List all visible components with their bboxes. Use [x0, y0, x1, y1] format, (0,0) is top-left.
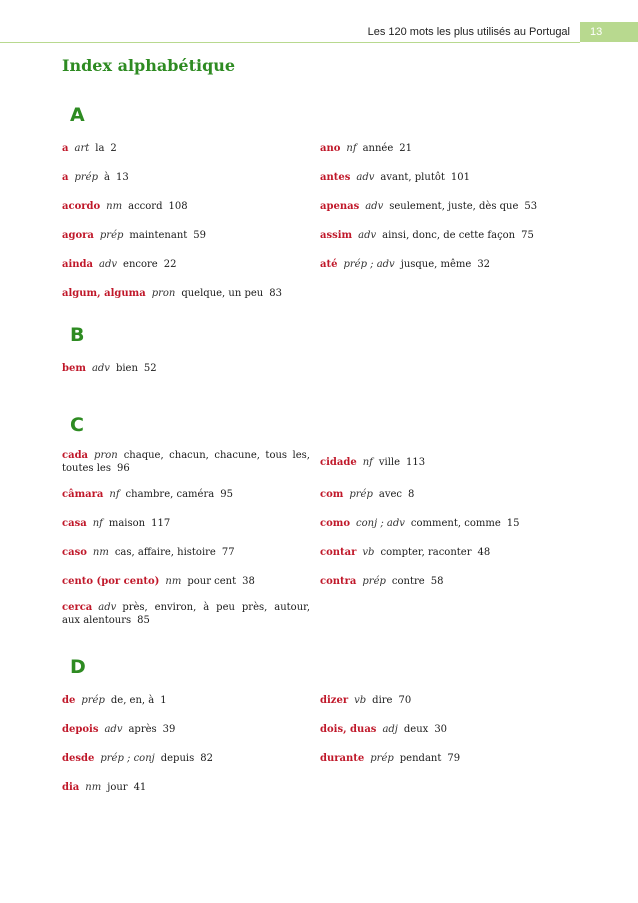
- entry-definition: avec: [378, 489, 402, 500]
- entry-definition: cas, affaire, histoire: [114, 547, 216, 558]
- entry-definition: la: [95, 143, 105, 154]
- entry-page-number: 75: [521, 230, 534, 241]
- entry-part-of-speech: prép: [99, 230, 124, 241]
- entry-word: cada: [62, 450, 89, 461]
- entry-page-number: 70: [398, 695, 412, 706]
- entry-word: desde: [62, 753, 95, 764]
- index-entry: [318, 509, 578, 538]
- entry-definition: compter, raconter: [380, 547, 472, 558]
- entry-word: com: [320, 489, 344, 500]
- entry-page-number: 79: [447, 753, 461, 764]
- entry-part-of-speech: adv: [98, 602, 117, 613]
- entry-part-of-speech: pron: [94, 450, 118, 461]
- header-title: Les 120 mots les plus utilisés au Portugal: [367, 26, 570, 38]
- index-entry: [318, 192, 578, 221]
- entry-page-number: 59: [193, 230, 207, 241]
- index-entry: [62, 715, 318, 744]
- index-entry: [318, 686, 578, 715]
- entry-part-of-speech: pron: [151, 288, 176, 299]
- index-entry: [318, 250, 578, 279]
- page-header: [368, 22, 638, 42]
- entry-page-number: 48: [477, 547, 491, 558]
- entry-page-number: 108: [168, 201, 188, 212]
- entry-page-number: 83: [269, 288, 282, 299]
- entry-definition: à: [104, 172, 110, 183]
- entry-definition: année: [362, 143, 394, 154]
- index-entry: [62, 744, 318, 773]
- index-entry: [62, 192, 318, 221]
- index-entry: [62, 250, 318, 279]
- entry-part-of-speech: nm: [106, 201, 123, 212]
- index-entry: [318, 221, 578, 250]
- entry-word: depois: [62, 724, 99, 735]
- entry-word: até: [320, 259, 338, 270]
- entry-word: dois, duas: [320, 724, 377, 735]
- entry-page-number: 117: [151, 518, 171, 529]
- entry-word: cento (por cento): [62, 576, 160, 587]
- entry-part-of-speech: nf: [346, 143, 357, 154]
- entry-page-number: 2: [110, 143, 117, 154]
- entry-page-number: 113: [406, 456, 426, 468]
- entry-word: caso: [62, 547, 87, 558]
- index-entry: [318, 567, 578, 596]
- entry-definition: jour: [107, 782, 128, 793]
- entry-part-of-speech: prép ; conj: [100, 753, 155, 764]
- entry-page-number: 8: [408, 489, 415, 500]
- entry-part-of-speech: nm: [85, 782, 102, 793]
- index-entry: [62, 538, 318, 567]
- entry-page-number: 82: [200, 753, 213, 764]
- entry-word: dia: [62, 782, 80, 793]
- entry-word: bem: [62, 363, 86, 374]
- entry-part-of-speech: adj: [382, 724, 398, 735]
- section-letter: D: [70, 656, 86, 678]
- entry-page-number: 101: [450, 172, 470, 183]
- index-entry: [62, 686, 318, 715]
- entry-part-of-speech: prép: [349, 489, 373, 500]
- index-entry: [62, 567, 318, 596]
- entries-grid: [62, 686, 578, 802]
- index-entry: [62, 480, 318, 509]
- entry-definition: près, environ, à peu près, autour, aux alentours: [62, 602, 310, 626]
- entry-part-of-speech: nm: [92, 547, 109, 558]
- entry-word: algum, alguma: [62, 288, 146, 299]
- entry-definition: seulement, juste, dès que: [389, 201, 519, 212]
- entry-part-of-speech: prép: [74, 172, 98, 183]
- index-entry: [62, 509, 318, 538]
- entry-word: cidade: [320, 456, 357, 468]
- entry-word: dizer: [320, 695, 349, 706]
- entry-word: ainda: [62, 259, 94, 270]
- entry-definition: comment, comme: [410, 518, 501, 529]
- entry-word: contar: [320, 547, 357, 558]
- page-number: 13: [580, 22, 638, 42]
- entry-page-number: 15: [506, 518, 520, 529]
- entry-part-of-speech: nf: [92, 518, 103, 529]
- header-divider: [0, 42, 580, 43]
- index-entry: [318, 134, 578, 163]
- index-entry: [62, 354, 318, 383]
- entry-part-of-speech: adv: [356, 172, 375, 183]
- entry-part-of-speech: prép: [362, 576, 386, 587]
- entry-part-of-speech: prép: [81, 695, 105, 706]
- entry-part-of-speech: nf: [109, 489, 120, 500]
- entry-definition: jusque, même: [400, 259, 472, 270]
- entry-part-of-speech: conj ; adv: [356, 518, 405, 529]
- section-letter: B: [70, 324, 85, 346]
- entry-page-number: 58: [430, 576, 444, 587]
- entry-definition: chambre, caméra: [125, 489, 215, 500]
- entry-page-number: 52: [143, 363, 157, 374]
- entry-page-number: 85: [137, 615, 150, 626]
- index-entry: [318, 444, 578, 480]
- entry-definition: dire: [372, 695, 393, 706]
- section-letter: C: [70, 414, 84, 436]
- entry-word: como: [320, 518, 351, 529]
- entry-part-of-speech: vb: [362, 547, 375, 558]
- entry-part-of-speech: adv: [365, 201, 384, 212]
- section-letter: A: [70, 104, 85, 126]
- entry-part-of-speech: prép ; adv: [343, 259, 395, 270]
- entry-word: câmara: [62, 489, 104, 500]
- entry-part-of-speech: adv: [99, 259, 118, 270]
- index-title: Index alphabétique: [62, 56, 236, 75]
- index-entry: [62, 163, 318, 192]
- entry-word: a: [62, 143, 69, 154]
- index-entry: [62, 221, 318, 250]
- entry-definition: chaque, chacun, chacune, tous les, toutes les: [62, 450, 310, 474]
- index-entry: [318, 715, 578, 744]
- entry-word: a: [62, 172, 69, 183]
- index-entry: [318, 538, 578, 567]
- index-entry: [62, 279, 318, 308]
- entry-page-number: 77: [221, 547, 235, 558]
- entry-part-of-speech: nm: [165, 576, 182, 587]
- entry-definition: de, en, à: [110, 695, 155, 706]
- entry-definition: accord: [128, 201, 163, 212]
- entry-word: contra: [320, 576, 357, 587]
- entries-grid: [62, 354, 578, 383]
- entry-part-of-speech: vb: [354, 695, 367, 706]
- entry-definition: ainsi, donc, de cette façon: [382, 230, 516, 241]
- entries-grid: [62, 134, 578, 308]
- entry-page-number: 1: [160, 695, 167, 706]
- entry-part-of-speech: nf: [362, 456, 373, 468]
- entry-page-number: 95: [220, 489, 233, 500]
- entry-definition: avant, plutôt: [380, 172, 445, 183]
- entry-page-number: 13: [115, 172, 129, 183]
- entry-page-number: 96: [116, 463, 130, 474]
- entry-part-of-speech: adv: [104, 724, 123, 735]
- entry-word: assim: [320, 230, 353, 241]
- entry-page-number: 39: [162, 724, 176, 735]
- entry-page-number: 22: [163, 259, 177, 270]
- entry-definition: maison: [108, 518, 146, 529]
- index-entry: [318, 744, 578, 773]
- entry-part-of-speech: prép: [370, 753, 394, 764]
- entry-page-number: 32: [477, 259, 491, 270]
- entry-definition: depuis: [160, 753, 195, 764]
- index-entry: [318, 480, 578, 509]
- index-entry: [62, 134, 318, 163]
- entry-page-number: 21: [399, 143, 412, 154]
- entry-part-of-speech: adv: [91, 363, 110, 374]
- entry-word: agora: [62, 230, 94, 241]
- entry-definition: quelque, un peu: [181, 288, 264, 299]
- index-entry: [62, 773, 318, 802]
- entry-definition: maintenant: [129, 230, 188, 241]
- index-entry: [62, 596, 318, 632]
- entry-definition: deux: [403, 724, 429, 735]
- entry-part-of-speech: adv: [358, 230, 377, 241]
- entry-definition: pour cent: [187, 576, 237, 587]
- entry-word: acordo: [62, 201, 101, 212]
- index-entry: [318, 163, 578, 192]
- entry-page-number: 30: [434, 724, 448, 735]
- entry-word: ano: [320, 143, 341, 154]
- entry-page-number: 53: [524, 201, 538, 212]
- entry-word: durante: [320, 753, 365, 764]
- entry-part-of-speech: art: [74, 143, 90, 154]
- entry-word: apenas: [320, 201, 360, 212]
- entry-definition: pendant: [399, 753, 442, 764]
- entry-page-number: 38: [242, 576, 255, 587]
- entry-word: antes: [320, 172, 351, 183]
- entry-definition: encore: [123, 259, 158, 270]
- entries-grid: [62, 444, 578, 632]
- entry-page-number: 41: [133, 782, 147, 793]
- entry-word: casa: [62, 518, 87, 529]
- entry-word: de: [62, 695, 76, 706]
- index-entry: [62, 444, 318, 480]
- entry-definition: bien: [115, 363, 138, 374]
- entry-definition: après: [128, 724, 157, 735]
- entry-word: cerca: [62, 602, 93, 613]
- entry-definition: ville: [378, 456, 401, 468]
- entry-definition: contre: [391, 576, 425, 587]
